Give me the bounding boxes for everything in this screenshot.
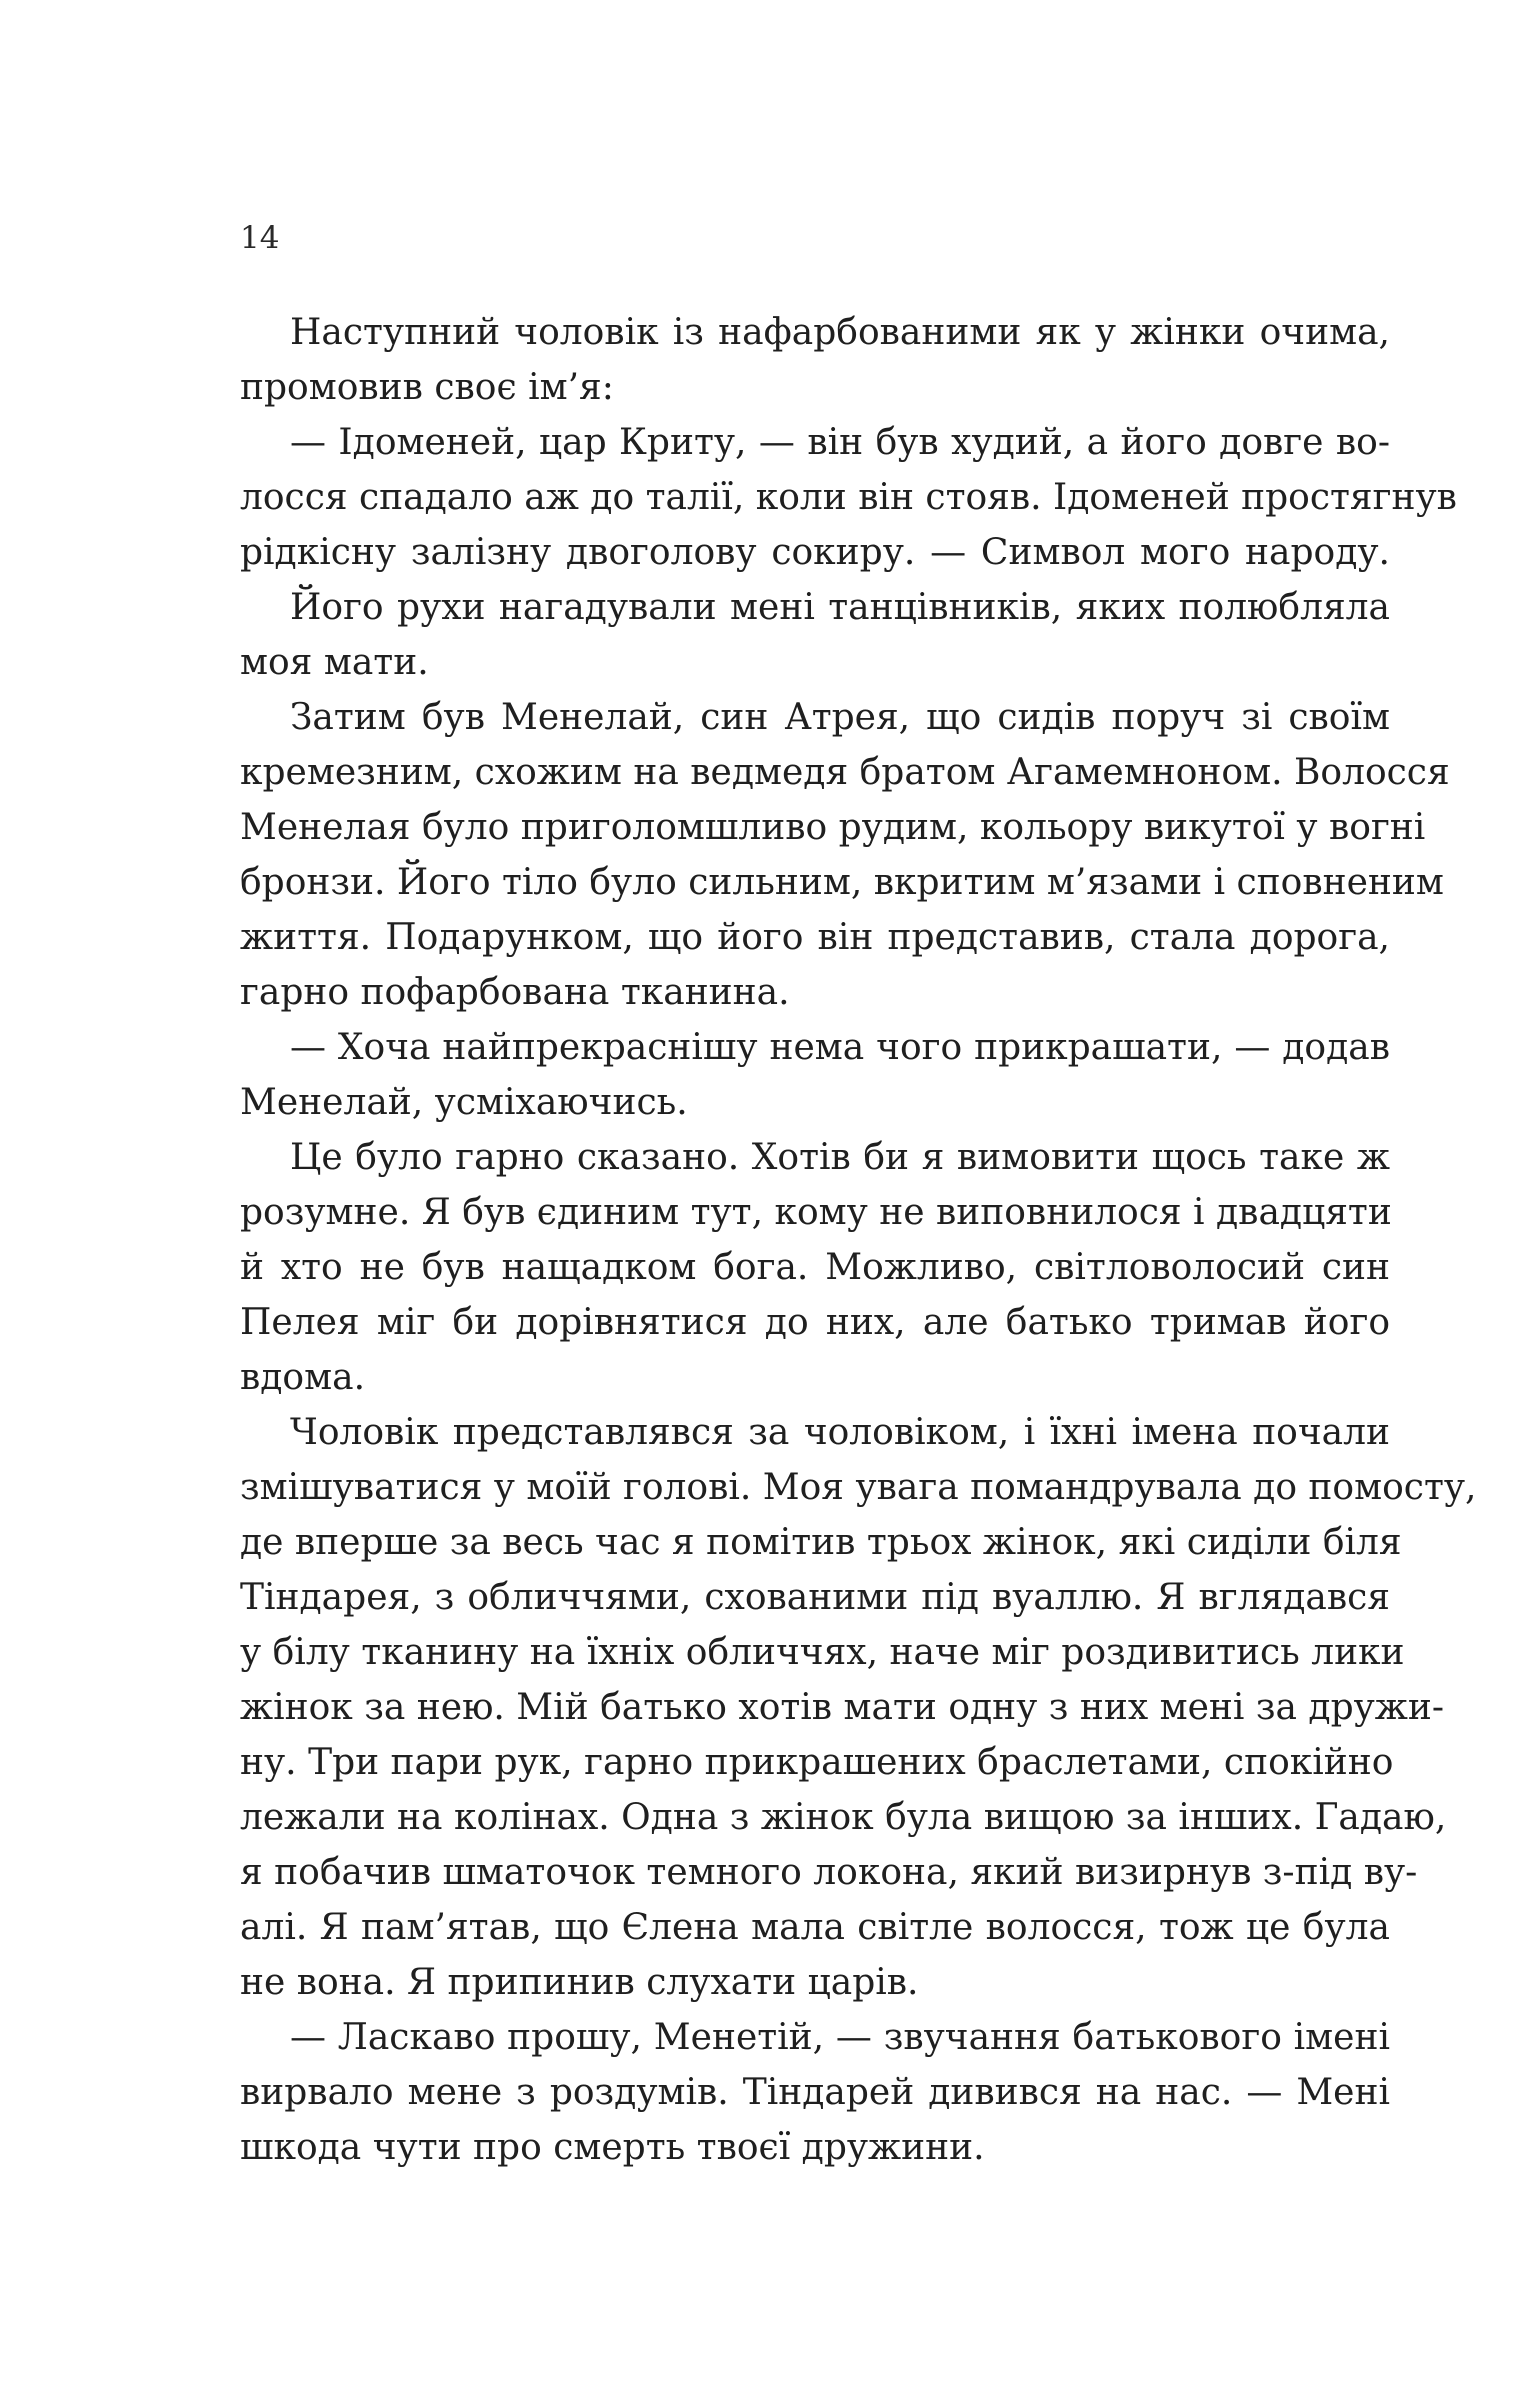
- text-line: — Ідоменей, цар Криту, — він був худий, а його довге во-: [290, 422, 1390, 463]
- text-line: лежали на колінах. Одна з жінок була вищою за інших. Гадаю,: [240, 1797, 1447, 1838]
- text-line: Наступний чоловік із нафарбованими як у жінки очима,: [290, 312, 1390, 353]
- text-line: ну. Три пари рук, гарно прикрашених браслетами, спокійно: [240, 1742, 1394, 1783]
- text-line: — Ласкаво прошу, Менетій, — звучання батькового імені: [290, 2017, 1390, 2058]
- text-line: вдома.: [240, 1357, 366, 1398]
- text-line: гарно пофарбована тканина.: [240, 972, 790, 1013]
- text-line: я побачив шматочок темного локона, який визирнув з-під ву-: [240, 1852, 1418, 1893]
- body-text: [240, 305, 1477, 2175]
- page-number: 14: [240, 220, 280, 256]
- text-line: Менелая було приголомшливо рудим, кольору викутої у вогні: [240, 807, 1426, 848]
- text-line: вирвало мене з роздумів. Тіндарей дивився на нас. — Мені: [240, 2072, 1390, 2113]
- text-line: лосся спадало аж до талії, коли він стояв. Ідоменей простягнув: [240, 477, 1457, 518]
- text-line: Затим був Менелай, син Атрея, що сидів поруч зі своїм: [290, 697, 1390, 738]
- text-line: де вперше за весь час я помітив трьох жінок, які сиділи біля: [240, 1522, 1402, 1563]
- text-line: змішуватися у моїй голові. Моя увага помандрувала до помосту,: [240, 1467, 1477, 1508]
- text-line: не вона. Я припинив слухати царів.: [240, 1962, 919, 2003]
- text-line: Менелай, усміхаючись.: [240, 1082, 688, 1123]
- text-line: промовив своє ім’я:: [240, 367, 614, 408]
- text-line: й хто не був нащадком бога. Можливо, світловолосий син: [240, 1247, 1390, 1288]
- text-line: Тіндарея, з обличчями, схованими під вуаллю. Я вглядався: [240, 1577, 1390, 1618]
- text-line: Чоловік представлявся за чоловіком, і їхні імена почали: [290, 1412, 1390, 1453]
- text-line: — Хоча найпрекраснішу нема чого прикрашати, — додав: [290, 1027, 1390, 1068]
- text-line: жінок за нею. Мій батько хотів мати одну з них мені за дружи-: [240, 1687, 1445, 1728]
- text-line: життя. Подарунком, що його він представив, стала дорога,: [240, 917, 1390, 958]
- text-line: бронзи. Його тіло було сильним, вкритим м’язами і сповненим: [240, 862, 1444, 903]
- text-line: алі. Я пам’ятав, що Єлена мала світле волосся, тож це була: [240, 1907, 1390, 1948]
- text-line: Його рухи нагадували мені танцівників, яких полюбляла: [290, 587, 1390, 628]
- text-line: розумне. Я був єдиним тут, кому не виповнилося і двадцяти: [240, 1192, 1392, 1233]
- text-line: Це було гарно сказано. Хотів би я вимовити щось таке ж: [290, 1137, 1390, 1178]
- text-line: кремезним, схожим на ведмедя братом Агамемноном. Волосся: [240, 752, 1450, 793]
- text-line: моя мати.: [240, 642, 429, 683]
- text-line: шкода чути про смерть твоєї дружини.: [240, 2127, 985, 2168]
- text-line: Пелея міг би дорівнятися до них, але батько тримав його: [240, 1302, 1390, 1343]
- text-line: рідкісну залізну двоголову сокиру. — Символ мого народу.: [240, 532, 1390, 573]
- text-line: у білу тканину на їхніх обличчях, наче міг роздивитись лики: [240, 1632, 1405, 1673]
